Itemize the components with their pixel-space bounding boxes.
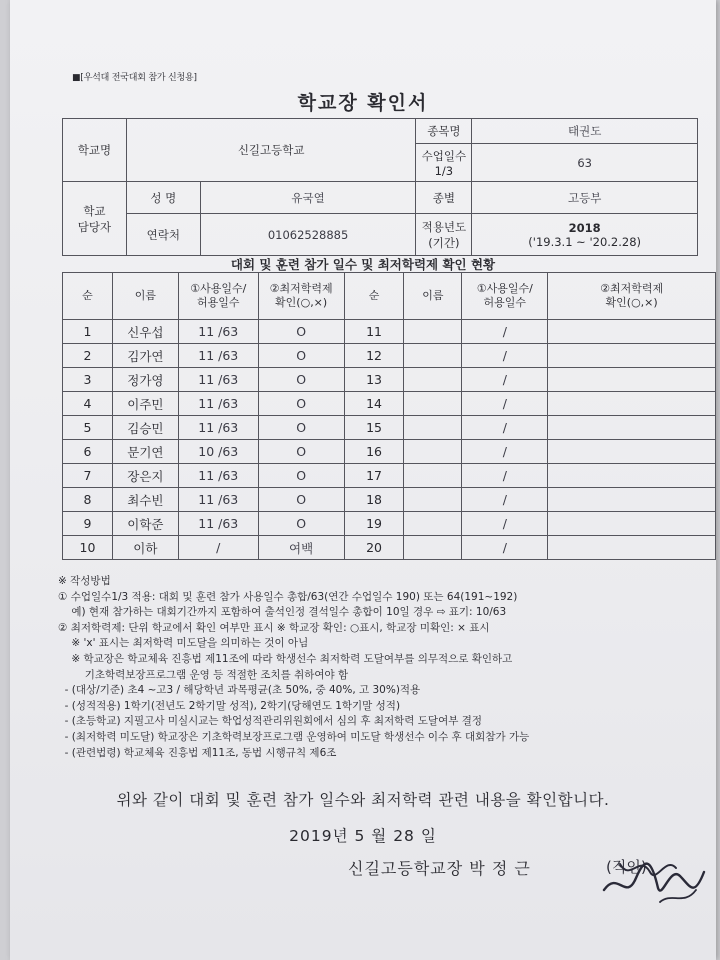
student-name: 이하	[112, 536, 178, 560]
days-used: 11 /63	[178, 464, 258, 488]
instructions	[58, 574, 698, 761]
row-number-2: 17	[344, 464, 404, 488]
min-academic-check: O	[258, 320, 344, 344]
row-number-2: 13	[344, 368, 404, 392]
row-number-2: 16	[344, 440, 404, 464]
min-academic-check: 여백	[258, 536, 344, 560]
sport-label: 종목명	[416, 119, 472, 144]
instruction-line: 예) 현재 참가하는 대회기간까지 포함하여 출석인정 결석일수 총합이 10일 경우 ⇨ 표기: 10/63	[58, 606, 507, 619]
table-row	[63, 488, 716, 512]
col-days-header: ①사용일수/ 허용일수	[178, 273, 258, 320]
min-academic-check: O	[258, 416, 344, 440]
category-label: 종별	[416, 182, 472, 214]
sport-value: 태권도	[472, 119, 698, 144]
student-name-2	[404, 512, 462, 536]
instruction-line: - (관련법령) 학교체육 진흥법 제11조, 동법 시행규칙 제6조	[58, 746, 337, 759]
instruction-line: ※ 'x' 표시는 최저학력 미도달을 의미하는 것이 아님	[58, 637, 309, 650]
instruction-line: - (최저학력 미도달) 학교장은 기초학력보장프로그램 운영하여 미도달 학생선수 이수 후 대회참가 가능	[58, 730, 530, 743]
col-days-header-2: ①사용일수/ 허용일수	[462, 273, 548, 320]
student-name-2	[404, 416, 462, 440]
student-name: 최수빈	[112, 488, 178, 512]
days-used-2: /	[462, 344, 548, 368]
days-used-2: /	[462, 392, 548, 416]
year-value: 2018 ('19.3.1 ~ '20.2.28)	[472, 214, 698, 256]
name-value: 유국열	[200, 182, 416, 214]
min-academic-check: O	[258, 464, 344, 488]
row-number: 2	[63, 344, 113, 368]
col-name-header: 이름	[112, 273, 178, 320]
principal-signature-line: 신길고등학교장 박 정 근	[348, 859, 531, 878]
days-used-2: /	[462, 464, 548, 488]
student-name-2	[404, 320, 462, 344]
days-used-2: /	[462, 320, 548, 344]
table-row	[63, 512, 716, 536]
table-row	[63, 320, 716, 344]
row-number: 9	[63, 512, 113, 536]
contact-value: 01062528885	[200, 214, 416, 256]
date: 2019년 5 월 28 일	[289, 827, 437, 845]
min-academic-check-2	[548, 464, 716, 488]
table-row	[63, 536, 716, 560]
student-name: 김가연	[112, 344, 178, 368]
student-name-2	[404, 440, 462, 464]
instruction-line: ※ 학교장은 학교체육 진흥법 제11조에 따라 학생선수 최저학력 도달여부를 의무적으로 확인하고	[58, 652, 513, 665]
row-number-2: 15	[344, 416, 404, 440]
row-number: 3	[63, 368, 113, 392]
col-check-header-2: ②최저학력제 확인(○,×)	[548, 273, 716, 320]
days-label: 수업일수 1/3	[416, 144, 472, 182]
min-academic-check-2	[548, 368, 716, 392]
days-used-2: /	[462, 440, 548, 464]
days-used: 11 /63	[178, 368, 258, 392]
table-row	[63, 440, 716, 464]
days-used: 11 /63	[178, 488, 258, 512]
participation-table	[62, 272, 716, 560]
document-title: 학교장 확인서	[297, 92, 429, 114]
school-label: 학교명	[63, 119, 127, 182]
table-row	[63, 368, 716, 392]
instruction-line: - (초등학교) 지필고사 미실시교는 학업성적관리위원회에서 심의 후 최저학력 도달여부 결정	[58, 715, 482, 728]
table-row	[63, 344, 716, 368]
row-number-2: 12	[344, 344, 404, 368]
row-number-2: 18	[344, 488, 404, 512]
days-used: 10 /63	[178, 440, 258, 464]
name-label: 성 명	[126, 182, 200, 214]
days-used-2: /	[462, 368, 548, 392]
min-academic-check: O	[258, 392, 344, 416]
table-row	[63, 464, 716, 488]
min-academic-check-2	[548, 344, 716, 368]
table-row	[63, 416, 716, 440]
row-number: 10	[63, 536, 113, 560]
min-academic-check-2	[548, 536, 716, 560]
document-page	[10, 0, 716, 960]
row-number-2: 20	[344, 536, 404, 560]
header-tag: ■[우석대 전국대회 참가 신청용]	[72, 73, 197, 83]
row-number-2: 14	[344, 392, 404, 416]
col-no-header-2: 순	[344, 273, 404, 320]
instruction-line: ① 수업일수1/3 적용: 대회 및 훈련 참가 사용일수 총합/63(연간 수업일수 190) 또는 64(191~192)	[58, 590, 518, 603]
days-used-2: /	[462, 416, 548, 440]
student-name: 김승민	[112, 416, 178, 440]
student-name: 신우섭	[112, 320, 178, 344]
min-academic-check: O	[258, 512, 344, 536]
days-used-2: /	[462, 536, 548, 560]
student-name-2	[404, 392, 462, 416]
seal-text: (직인)	[606, 858, 647, 876]
row-number-2: 19	[344, 512, 404, 536]
min-academic-check: O	[258, 440, 344, 464]
days-used: 11 /63	[178, 416, 258, 440]
confirmation-text: 위와 같이 대회 및 훈련 참가 일수와 최저학력 관련 내용을 확인합니다.	[116, 791, 610, 809]
student-name: 장은지	[112, 464, 178, 488]
days-used: 11 /63	[178, 392, 258, 416]
min-academic-check-2	[548, 320, 716, 344]
table-header-row	[63, 273, 716, 320]
school-name: 신길고등학교	[126, 119, 416, 182]
row-number: 6	[63, 440, 113, 464]
instruction-line: - (대상/기준) 초4 ~고3 / 해당학년 과목평균(초 50%, 중 40%, 고 30%)적용	[58, 684, 421, 697]
min-academic-check-2	[548, 440, 716, 464]
min-academic-check: O	[258, 488, 344, 512]
student-name-2	[404, 464, 462, 488]
instruction-line: ※ 작성방법	[58, 575, 111, 587]
col-no-header: 순	[63, 273, 113, 320]
days-used: 11 /63	[178, 320, 258, 344]
section-title: 대회 및 훈련 참가 일수 및 최저학력제 확인 현황	[230, 257, 496, 272]
min-academic-check-2	[548, 416, 716, 440]
days-used: 11 /63	[178, 344, 258, 368]
instruction-line: 기초학력보장프로그램 운영 등 적절한 조치를 취하여야 함	[58, 668, 349, 681]
category-value: 고등부	[472, 182, 698, 214]
student-name-2	[404, 488, 462, 512]
row-number: 5	[63, 416, 113, 440]
student-name-2	[404, 368, 462, 392]
min-academic-check-2	[548, 392, 716, 416]
row-number: 8	[63, 488, 113, 512]
teacher-label: 학교 담당자	[63, 182, 127, 256]
student-name: 정가영	[112, 368, 178, 392]
table-row	[63, 392, 716, 416]
row-number: 1	[63, 320, 113, 344]
table-body	[63, 320, 716, 560]
days-used: 11 /63	[178, 512, 258, 536]
contact-label: 연락처	[126, 214, 200, 256]
row-number: 4	[63, 392, 113, 416]
instruction-line: ② 최저학력제: 단위 학교에서 확인 여부만 표시 ※ 학교장 확인: ○표시, 학교장 미확인: × 표시	[58, 621, 490, 634]
min-academic-check: O	[258, 344, 344, 368]
year-label: 적용년도 (기간)	[416, 214, 472, 256]
col-name-header-2: 이름	[404, 273, 462, 320]
col-check-header: ②최저학력제 확인(○,×)	[258, 273, 344, 320]
days-value: 63	[472, 144, 698, 182]
days-used-2: /	[462, 488, 548, 512]
signature-seal	[600, 842, 710, 912]
min-academic-check: O	[258, 368, 344, 392]
student-name-2	[404, 536, 462, 560]
student-name: 이학준	[112, 512, 178, 536]
student-name-2	[404, 344, 462, 368]
school-info-table	[62, 118, 698, 256]
min-academic-check-2	[548, 488, 716, 512]
days-used: /	[178, 536, 258, 560]
days-used-2: /	[462, 512, 548, 536]
student-name: 이주민	[112, 392, 178, 416]
row-number-2: 11	[344, 320, 404, 344]
student-name: 문기연	[112, 440, 178, 464]
row-number: 7	[63, 464, 113, 488]
instruction-line: - (성적적용) 1학기(전년도 2학기말 성적), 2학기(당해연도 1학기말 성적)	[58, 699, 401, 712]
min-academic-check-2	[548, 512, 716, 536]
